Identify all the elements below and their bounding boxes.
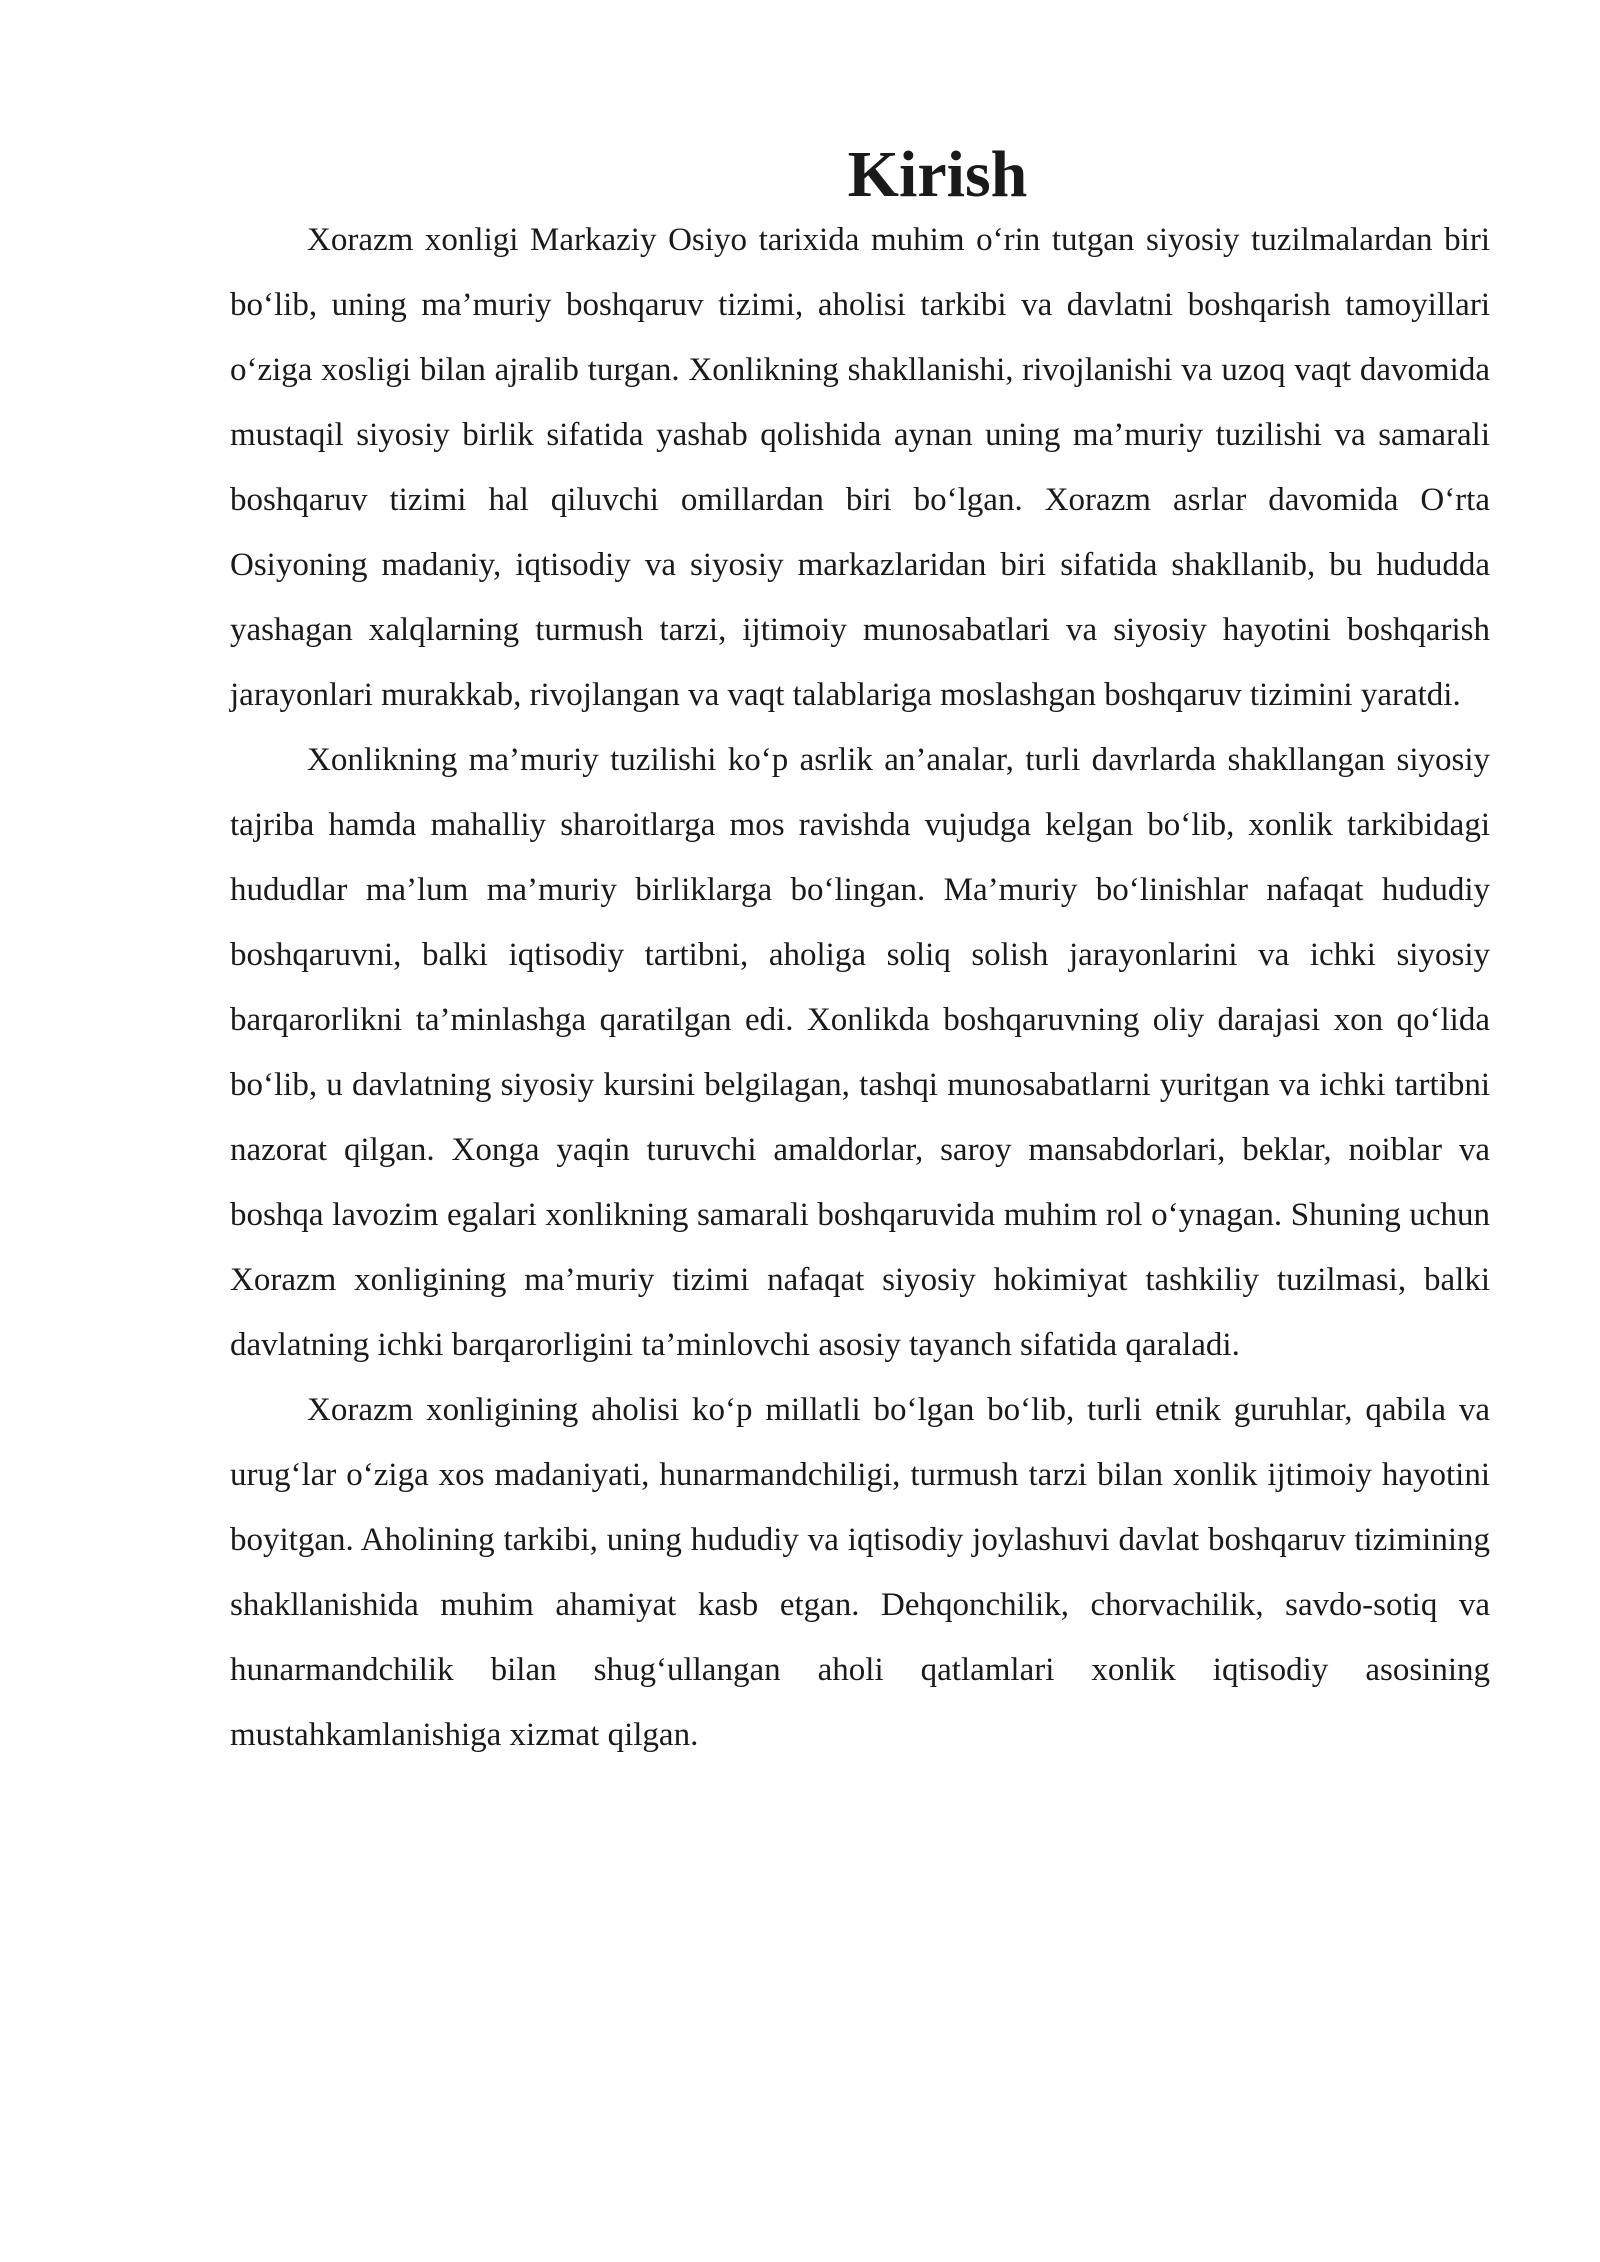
- page-title: Kirish: [847, 138, 1028, 211]
- paragraph-1: Xorazm xonligi Markaziy Osiyo tarixida muhim o‘rin tutgan siyosiy tuzilmalardan biri bo‘lib, uning ma’muriy boshqaruv tizimi, aholisi tarkibi va davlatni boshqarish tamoyillari o‘ziga xosligi bilan ajralib turgan. Xonlikning shakllanishi, rivojlanishi va uzoq vaqt davomida mustaqil siyosiy birlik sifatida yashab qolishida aynan uning ma’muriy tuzilishi va samarali boshqaruv tizimi hal qiluvchi omillardan biri bo‘lgan. Xorazm asrlar davomida O‘rta Osiyoning madaniy, iqtisodiy va siyosiy markazlaridan biri sifatida shakllanib, bu hududda yashagan xalqlarning turmush tarzi, ijtimoiy munosabatlari va siyosiy hayotini boshqarish jarayonlari murakkab, rivojlangan va vaqt talablariga moslashgan boshqaruv tizimini yaratdi.: [230, 222, 1490, 713]
- page-content: [230, 138, 1490, 1768]
- paragraph-2: Xonlikning ma’muriy tuzilishi ko‘p asrlik an’analar, turli davrlarda shakllangan siyosiy tajriba hamda mahalliy sharoitlarga mos ravishda vujudga kelgan bo‘lib, xonlik tarkibidagi hududlar ma’lum ma’muriy birliklarga bo‘lingan. Ma’muriy bo‘linishlar nafaqat hududiy boshqaruvni, balki iqtisodiy tartibni, aholiga soliq solish jarayonlarini va ichki siyosiy barqarorlikni ta’minlashga qaratilgan edi. Xonlikda boshqaruvning oliy darajasi xon qo‘lida bo‘lib, u davlatning siyosiy kursini belgilagan, tashqi munosabatlarni yuritgan va ichki tartibni nazorat qilgan. Xonga yaqin turuvchi amaldorlar, saroy mansabdorlari, beklar, noiblar va boshqa lavozim egalari xonlikning samarali boshqaruvida muhim rol o‘ynagan. Shuning uchun Xorazm xonligining ma’muriy tizimi nafaqat siyosiy hokimiyat tashkiliy tuzilmasi, balki davlatning ichki barqarorligini ta’minlovchi asosiy tayanch sifatida qaraladi.: [230, 742, 1490, 1363]
- paragraph-3: Xorazm xonligining aholisi ko‘p millatli bo‘lgan bo‘lib, turli etnik guruhlar, qabila va urug‘lar o‘ziga xos madaniyati, hunarmandchiligi, turmush tarzi bilan xonlik ijtimoiy hayotini boyitgan. Aholining tarkibi, uning hududiy va iqtisodiy joylashuvi davlat boshqaruv tizimining shakllanishida muhim ahamiyat kasb etgan. Dehqonchilik, chorvachilik, savdo-sotiq va hunarmandchilik bilan shug‘ullangan aholi qatlamlari xonlik iqtisodiy asosining mustahkamlanishiga xizmat qilgan.: [230, 1392, 1490, 1753]
